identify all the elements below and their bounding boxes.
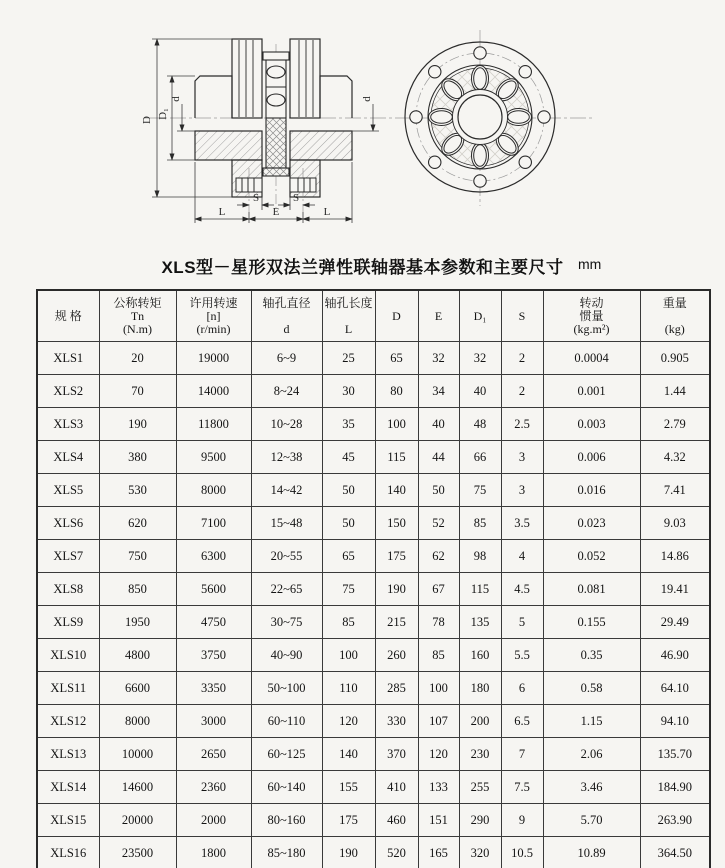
cell-weight: 29.49 xyxy=(640,606,710,639)
cell-bore_dia: 8~24 xyxy=(251,375,322,408)
table-row xyxy=(37,441,710,474)
cell-bore_dia: 60~125 xyxy=(251,738,322,771)
cell-D: 260 xyxy=(375,639,418,672)
cell-S: 3 xyxy=(501,474,543,507)
cell-bore_len: 35 xyxy=(322,408,375,441)
cell-D1: 75 xyxy=(459,474,501,507)
column-header-inertia: 转动 惯量 (kg.m²) xyxy=(543,290,640,342)
cell-bore_len: 50 xyxy=(322,507,375,540)
column-header-D1: D₁ xyxy=(459,290,501,342)
dim-label-D: D xyxy=(141,116,153,124)
table-row xyxy=(37,540,710,573)
cell-torque: 23500 xyxy=(99,837,176,868)
cell-D: 100 xyxy=(375,408,418,441)
cell-bore_dia: 10~28 xyxy=(251,408,322,441)
cell-weight: 2.79 xyxy=(640,408,710,441)
cell-weight: 14.86 xyxy=(640,540,710,573)
flange-outline-left xyxy=(232,39,262,118)
cell-bore_dia: 14~42 xyxy=(251,474,322,507)
cell-weight: 184.90 xyxy=(640,771,710,804)
cell-speed: 4750 xyxy=(176,606,251,639)
cell-D: 80 xyxy=(375,375,418,408)
cell-bore_len: 140 xyxy=(322,738,375,771)
cell-D1: 40 xyxy=(459,375,501,408)
cell-E: 40 xyxy=(418,408,459,441)
cell-S: 9 xyxy=(501,804,543,837)
cell-spec: XLS15 xyxy=(37,804,99,837)
column-header-spec: 规 格 xyxy=(37,290,99,342)
cell-E: 107 xyxy=(418,705,459,738)
cell-E: 62 xyxy=(418,540,459,573)
cell-bore_len: 25 xyxy=(322,342,375,375)
cell-bore_dia: 6~9 xyxy=(251,342,322,375)
cell-torque: 380 xyxy=(99,441,176,474)
table-row xyxy=(37,771,710,804)
cell-bore_len: 45 xyxy=(322,441,375,474)
cell-bore_dia: 50~100 xyxy=(251,672,322,705)
cell-S: 4 xyxy=(501,540,543,573)
cell-S: 2 xyxy=(501,375,543,408)
cell-E: 44 xyxy=(418,441,459,474)
cell-spec: XLS16 xyxy=(37,837,99,868)
cell-S: 7 xyxy=(501,738,543,771)
technical-drawing xyxy=(0,0,725,245)
dim-label-S-right: S xyxy=(292,192,300,204)
cell-D1: 160 xyxy=(459,639,501,672)
table-row xyxy=(37,804,710,837)
spec-table xyxy=(36,289,711,868)
cell-bore_len: 65 xyxy=(322,540,375,573)
star-element-section xyxy=(263,52,289,176)
cell-inertia: 0.006 xyxy=(543,441,640,474)
dim-label-L-left: L xyxy=(218,206,226,218)
table-row xyxy=(37,639,710,672)
cell-D1: 180 xyxy=(459,672,501,705)
cell-bore_len: 85 xyxy=(322,606,375,639)
page-title: XLS型－星形双法兰弹性联轴器基本参数和主要尺寸 xyxy=(161,258,564,277)
cell-torque: 14600 xyxy=(99,771,176,804)
bore-circle xyxy=(458,95,502,139)
column-header-D: D xyxy=(375,290,418,342)
cell-weight: 64.10 xyxy=(640,672,710,705)
cell-spec: XLS12 xyxy=(37,705,99,738)
cell-bore_len: 100 xyxy=(322,639,375,672)
cell-S: 6 xyxy=(501,672,543,705)
cell-spec: XLS14 xyxy=(37,771,99,804)
cell-inertia: 0.016 xyxy=(543,474,640,507)
cell-D1: 290 xyxy=(459,804,501,837)
cell-inertia: 0.155 xyxy=(543,606,640,639)
cell-S: 10.5 xyxy=(501,837,543,868)
cell-E: 85 xyxy=(418,639,459,672)
flange-bolt-right xyxy=(290,178,316,192)
column-header-bore_dia: 轴孔直径 d xyxy=(251,290,322,342)
cell-S: 5 xyxy=(501,606,543,639)
cell-S: 2.5 xyxy=(501,408,543,441)
hub-section-left xyxy=(195,131,262,160)
cell-D1: 200 xyxy=(459,705,501,738)
cell-torque: 530 xyxy=(99,474,176,507)
table-row xyxy=(37,507,710,540)
cell-bore_len: 75 xyxy=(322,573,375,606)
cell-speed: 9500 xyxy=(176,441,251,474)
cell-D: 190 xyxy=(375,573,418,606)
flange-bolt-left xyxy=(236,178,262,192)
dim-label-D1: D₁ xyxy=(157,108,169,120)
cell-bore_dia: 40~90 xyxy=(251,639,322,672)
table-row xyxy=(37,705,710,738)
hub-section-right xyxy=(290,131,352,160)
table-row xyxy=(37,573,710,606)
cell-D: 520 xyxy=(375,837,418,868)
cell-D1: 85 xyxy=(459,507,501,540)
cell-speed: 2360 xyxy=(176,771,251,804)
cell-weight: 263.90 xyxy=(640,804,710,837)
cell-spec: XLS7 xyxy=(37,540,99,573)
cell-bore_dia: 20~55 xyxy=(251,540,322,573)
cell-spec: XLS1 xyxy=(37,342,99,375)
cell-bore_len: 155 xyxy=(322,771,375,804)
cell-spec: XLS6 xyxy=(37,507,99,540)
cell-spec: XLS4 xyxy=(37,441,99,474)
cell-E: 52 xyxy=(418,507,459,540)
column-header-E: E xyxy=(418,290,459,342)
cell-weight: 364.50 xyxy=(640,837,710,868)
cell-inertia: 0.001 xyxy=(543,375,640,408)
cell-weight: 46.90 xyxy=(640,639,710,672)
dim-label-S-left: S xyxy=(252,192,260,204)
cell-speed: 6300 xyxy=(176,540,251,573)
cell-speed: 3000 xyxy=(176,705,251,738)
cell-bore_dia: 60~140 xyxy=(251,771,322,804)
table-header xyxy=(37,290,710,342)
cell-D: 150 xyxy=(375,507,418,540)
cell-speed: 3350 xyxy=(176,672,251,705)
cell-speed: 11800 xyxy=(176,408,251,441)
table-row xyxy=(37,606,710,639)
column-header-torque: 公称转矩 Tn (N.m) xyxy=(99,290,176,342)
cell-D: 410 xyxy=(375,771,418,804)
cell-inertia: 0.35 xyxy=(543,639,640,672)
cell-torque: 20 xyxy=(99,342,176,375)
table-row xyxy=(37,474,710,507)
cell-E: 67 xyxy=(418,573,459,606)
cell-D1: 32 xyxy=(459,342,501,375)
cell-spec: XLS10 xyxy=(37,639,99,672)
cell-torque: 4800 xyxy=(99,639,176,672)
unit-label: mm xyxy=(578,256,602,272)
cell-bore_dia: 22~65 xyxy=(251,573,322,606)
cell-D: 330 xyxy=(375,705,418,738)
cell-bore_len: 30 xyxy=(322,375,375,408)
section-view xyxy=(141,39,379,223)
cell-weight: 135.70 xyxy=(640,738,710,771)
table-row xyxy=(37,837,710,868)
table-row xyxy=(37,375,710,408)
cell-torque: 8000 xyxy=(99,705,176,738)
column-header-weight: 重量 (kg) xyxy=(640,290,710,342)
cell-bore_dia: 12~38 xyxy=(251,441,322,474)
cell-S: 3 xyxy=(501,441,543,474)
cell-E: 78 xyxy=(418,606,459,639)
dim-label-E: E xyxy=(272,206,280,218)
column-header-S: S xyxy=(501,290,543,342)
cell-bore_dia: 85~180 xyxy=(251,837,322,868)
cell-inertia: 0.023 xyxy=(543,507,640,540)
cell-speed: 7100 xyxy=(176,507,251,540)
cell-E: 151 xyxy=(418,804,459,837)
cell-inertia: 0.052 xyxy=(543,540,640,573)
cell-D: 285 xyxy=(375,672,418,705)
cell-speed: 5600 xyxy=(176,573,251,606)
cell-E: 100 xyxy=(418,672,459,705)
cell-E: 50 xyxy=(418,474,459,507)
cell-spec: XLS5 xyxy=(37,474,99,507)
column-header-bore_len: 轴孔长度 L xyxy=(322,290,375,342)
cell-weight: 4.32 xyxy=(640,441,710,474)
cell-D1: 115 xyxy=(459,573,501,606)
cell-spec: XLS8 xyxy=(37,573,99,606)
cell-weight: 9.03 xyxy=(640,507,710,540)
cell-E: 120 xyxy=(418,738,459,771)
cell-D: 175 xyxy=(375,540,418,573)
cell-D: 215 xyxy=(375,606,418,639)
cell-torque: 750 xyxy=(99,540,176,573)
cell-bore_len: 120 xyxy=(322,705,375,738)
table-row xyxy=(37,672,710,705)
cell-inertia: 3.46 xyxy=(543,771,640,804)
dim-label-d-right: d xyxy=(361,96,373,102)
cell-D1: 48 xyxy=(459,408,501,441)
cell-torque: 10000 xyxy=(99,738,176,771)
cell-S: 4.5 xyxy=(501,573,543,606)
cell-D1: 98 xyxy=(459,540,501,573)
cell-weight: 1.44 xyxy=(640,375,710,408)
table-body xyxy=(37,342,710,868)
cell-speed: 14000 xyxy=(176,375,251,408)
cell-bore_dia: 60~110 xyxy=(251,705,322,738)
cell-D: 65 xyxy=(375,342,418,375)
cell-speed: 1800 xyxy=(176,837,251,868)
cell-E: 165 xyxy=(418,837,459,868)
cell-torque: 850 xyxy=(99,573,176,606)
cell-inertia: 10.89 xyxy=(543,837,640,868)
cell-D1: 320 xyxy=(459,837,501,868)
header-row xyxy=(37,290,710,342)
cell-speed: 2000 xyxy=(176,804,251,837)
cell-bore_len: 175 xyxy=(322,804,375,837)
flange-outline-right xyxy=(290,39,320,118)
cell-torque: 620 xyxy=(99,507,176,540)
cell-speed: 3750 xyxy=(176,639,251,672)
cell-D1: 230 xyxy=(459,738,501,771)
cell-inertia: 0.003 xyxy=(543,408,640,441)
cell-S: 3.5 xyxy=(501,507,543,540)
hub-outline-right xyxy=(320,76,352,118)
cell-D1: 66 xyxy=(459,441,501,474)
cell-D1: 135 xyxy=(459,606,501,639)
cell-S: 7.5 xyxy=(501,771,543,804)
cell-spec: XLS9 xyxy=(37,606,99,639)
cell-D1: 255 xyxy=(459,771,501,804)
cell-weight: 94.10 xyxy=(640,705,710,738)
cell-spec: XLS11 xyxy=(37,672,99,705)
cell-S: 5.5 xyxy=(501,639,543,672)
cell-bore_len: 50 xyxy=(322,474,375,507)
cell-inertia: 1.15 xyxy=(543,705,640,738)
cell-D: 460 xyxy=(375,804,418,837)
cell-weight: 0.905 xyxy=(640,342,710,375)
cell-E: 32 xyxy=(418,342,459,375)
cell-spec: XLS2 xyxy=(37,375,99,408)
dim-label-d-left: d xyxy=(170,96,182,102)
front-view xyxy=(405,30,555,206)
cell-spec: XLS13 xyxy=(37,738,99,771)
cell-inertia: 0.0004 xyxy=(543,342,640,375)
cell-torque: 190 xyxy=(99,408,176,441)
cell-bore_len: 110 xyxy=(322,672,375,705)
cell-D: 115 xyxy=(375,441,418,474)
cell-weight: 7.41 xyxy=(640,474,710,507)
cell-S: 2 xyxy=(501,342,543,375)
cell-D: 140 xyxy=(375,474,418,507)
cell-inertia: 0.58 xyxy=(543,672,640,705)
table-row xyxy=(37,408,710,441)
table-row xyxy=(37,342,710,375)
cell-speed: 19000 xyxy=(176,342,251,375)
cell-torque: 1950 xyxy=(99,606,176,639)
title-row xyxy=(0,253,725,279)
cell-D: 370 xyxy=(375,738,418,771)
cell-weight: 19.41 xyxy=(640,573,710,606)
cell-torque: 20000 xyxy=(99,804,176,837)
dim-label-L-right: L xyxy=(323,206,331,218)
cell-inertia: 2.06 xyxy=(543,738,640,771)
cell-torque: 70 xyxy=(99,375,176,408)
cell-bore_dia: 80~160 xyxy=(251,804,322,837)
cell-S: 6.5 xyxy=(501,705,543,738)
hub-outline-left xyxy=(195,76,232,118)
cell-bore_dia: 15~48 xyxy=(251,507,322,540)
cell-torque: 6600 xyxy=(99,672,176,705)
cell-bore_len: 190 xyxy=(322,837,375,868)
cell-spec: XLS3 xyxy=(37,408,99,441)
cell-E: 133 xyxy=(418,771,459,804)
column-header-speed: 许用转速 [n] (r/min) xyxy=(176,290,251,342)
cell-E: 34 xyxy=(418,375,459,408)
cell-speed: 8000 xyxy=(176,474,251,507)
cell-speed: 2650 xyxy=(176,738,251,771)
cell-inertia: 0.081 xyxy=(543,573,640,606)
cell-inertia: 5.70 xyxy=(543,804,640,837)
table-row xyxy=(37,738,710,771)
cell-bore_dia: 30~75 xyxy=(251,606,322,639)
